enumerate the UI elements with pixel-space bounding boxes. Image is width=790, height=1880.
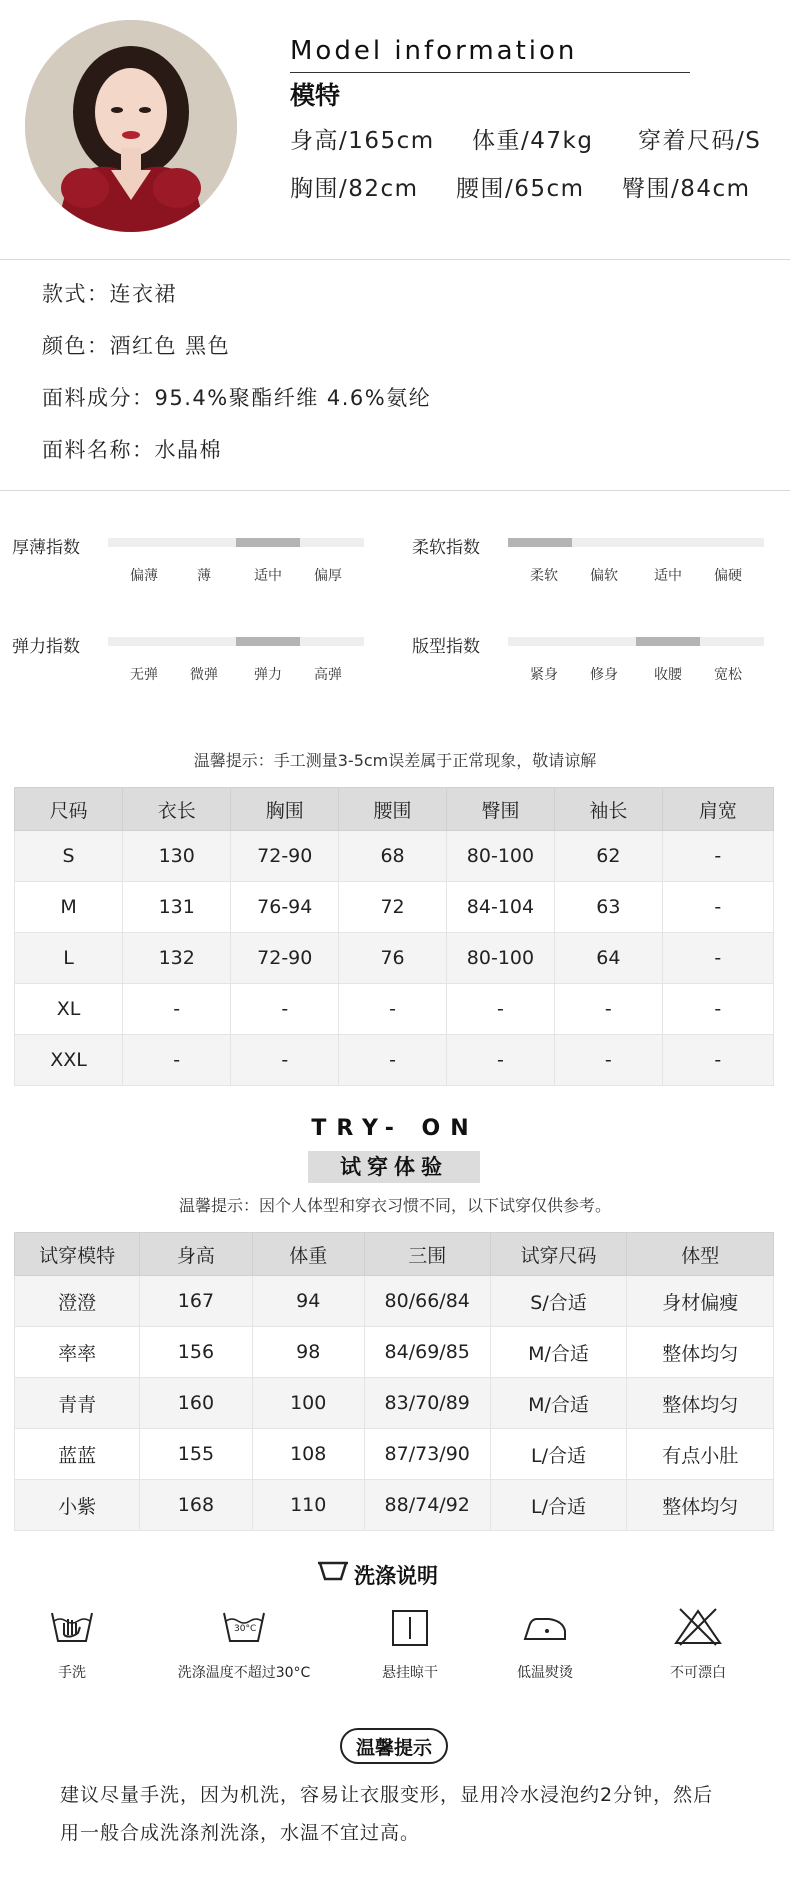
index-option: 偏软	[590, 568, 618, 584]
table-cell: 132	[123, 933, 231, 984]
table-cell: 168	[140, 1480, 252, 1531]
index-option: 偏厚	[314, 568, 342, 584]
index-bar	[508, 538, 764, 547]
table-cell: -	[662, 882, 773, 933]
table-cell: 蓝蓝	[15, 1429, 140, 1480]
hang-dry-icon	[380, 1605, 440, 1649]
table-cell: 整体均匀	[627, 1327, 774, 1378]
table-cell: M/合适	[490, 1327, 627, 1378]
table-cell: 澄澄	[15, 1276, 140, 1327]
table-cell: 青青	[15, 1378, 140, 1429]
size-table	[14, 787, 774, 1086]
table-cell: 131	[123, 882, 231, 933]
section-divider	[0, 490, 790, 491]
table-cell: 整体均匀	[627, 1480, 774, 1531]
index-bar-selected	[236, 637, 300, 646]
table-cell: 110	[252, 1480, 364, 1531]
table-cell: S	[15, 831, 123, 882]
wash-label-hand-wash: 手洗	[58, 1665, 86, 1681]
index-option: 偏薄	[130, 568, 158, 584]
tryon-title: TRY- ON	[311, 1116, 479, 1141]
table-cell: S/合适	[490, 1276, 627, 1327]
table-row	[15, 1378, 774, 1429]
index-option: 柔软	[530, 568, 558, 584]
index-option: 偏硬	[714, 568, 742, 584]
spec-composition: 面料成分：95.4%聚酯纤维 4.6%氨纶	[42, 386, 432, 410]
index-option: 适中	[654, 568, 682, 584]
low-iron-icon	[515, 1605, 575, 1649]
spec-color: 颜色：酒红色 黑色	[42, 334, 231, 358]
hand-wash-icon	[42, 1605, 102, 1649]
table-cell: 率率	[15, 1327, 140, 1378]
index-option: 收腰	[654, 667, 682, 683]
table-cell: 98	[252, 1327, 364, 1378]
table-cell: -	[339, 1035, 447, 1086]
index-bar	[508, 637, 764, 646]
table-cell: 87/73/90	[364, 1429, 490, 1480]
index-label: 厚薄指数	[12, 538, 80, 558]
table-cell: 84/69/85	[364, 1327, 490, 1378]
table-cell: 108	[252, 1429, 364, 1480]
table-cell: 83/70/89	[364, 1378, 490, 1429]
table-cell: XL	[15, 984, 123, 1035]
tryon-table	[14, 1232, 774, 1531]
table-cell: 94	[252, 1276, 364, 1327]
spec-style: 款式：连衣裙	[42, 282, 177, 306]
wash-label-hang-dry: 悬挂晾干	[382, 1665, 438, 1681]
washbasin-icon	[318, 1560, 348, 1586]
column-header: 臀围	[446, 788, 554, 831]
index-option: 微弹	[190, 667, 218, 683]
table-cell: 整体均匀	[627, 1378, 774, 1429]
table-cell: -	[555, 1035, 663, 1086]
index-option: 修身	[590, 667, 618, 683]
table-cell: 80/66/84	[364, 1276, 490, 1327]
wash-title: 洗涤说明	[354, 1564, 438, 1588]
index-label: 柔软指数	[412, 538, 480, 558]
tryon-subtitle: 试穿体验	[308, 1151, 480, 1183]
table-cell: 88/74/92	[364, 1480, 490, 1531]
index-option: 无弹	[130, 667, 158, 683]
table-cell: 84-104	[446, 882, 554, 933]
table-row	[15, 882, 774, 933]
table-cell: 100	[252, 1378, 364, 1429]
tip-line-2: 用一般合成洗涤剂洗涤，水温不宜过高。	[60, 1822, 421, 1844]
table-cell: 63	[555, 882, 663, 933]
column-header: 试穿模特	[15, 1233, 140, 1276]
column-header: 试穿尺码	[490, 1233, 627, 1276]
table-cell: L/合适	[490, 1429, 627, 1480]
table-cell: 156	[140, 1327, 252, 1378]
table-cell: M	[15, 882, 123, 933]
table-cell: 167	[140, 1276, 252, 1327]
table-cell: 155	[140, 1429, 252, 1480]
column-header: 身高	[140, 1233, 252, 1276]
table-row	[15, 1429, 774, 1480]
model-avatar	[25, 20, 237, 232]
table-cell: 160	[140, 1378, 252, 1429]
section-divider	[0, 259, 790, 260]
table-cell: -	[446, 984, 554, 1035]
index-bar	[108, 637, 364, 646]
table-row	[15, 831, 774, 882]
table-cell: 76	[339, 933, 447, 984]
wash-label-no-bleach: 不可漂白	[670, 1665, 726, 1681]
model-weight: 体重/47kg	[472, 128, 594, 154]
index-option: 适中	[254, 568, 282, 584]
table-row	[15, 1327, 774, 1378]
tryon-note: 温馨提示：因个人体型和穿衣习惯不同，以下试穿仅供参考。	[178, 1196, 611, 1215]
column-header: 体型	[627, 1233, 774, 1276]
spec-fabric-name: 面料名称：水晶棉	[42, 438, 222, 462]
wash-label-temperature: 洗涤温度不超过30°C	[177, 1665, 311, 1681]
wash-temp-text: 30°C	[234, 1624, 257, 1634]
column-header: 三围	[364, 1233, 490, 1276]
no-bleach-icon	[668, 1605, 728, 1649]
model-waist: 腰围/65cm	[456, 176, 585, 202]
table-cell: -	[662, 831, 773, 882]
wash-30c-icon	[214, 1605, 274, 1649]
table-cell: -	[123, 1035, 231, 1086]
table-cell: -	[123, 984, 231, 1035]
table-cell: 68	[339, 831, 447, 882]
table-cell: L/合适	[490, 1480, 627, 1531]
table-cell: 72-90	[231, 831, 339, 882]
column-header: 肩宽	[662, 788, 773, 831]
table-cell: XXL	[15, 1035, 123, 1086]
table-cell: L	[15, 933, 123, 984]
column-header: 尺码	[15, 788, 123, 831]
wash-label-low-iron: 低温熨烫	[517, 1665, 573, 1681]
table-cell: -	[231, 1035, 339, 1086]
table-row	[15, 984, 774, 1035]
column-header: 袖长	[555, 788, 663, 831]
table-cell: -	[662, 933, 773, 984]
table-cell: -	[555, 984, 663, 1035]
table-cell: 76-94	[231, 882, 339, 933]
index-option: 薄	[197, 568, 211, 584]
column-header: 衣长	[123, 788, 231, 831]
index-bar	[108, 538, 364, 547]
table-cell: 身材偏瘦	[627, 1276, 774, 1327]
index-bar-selected	[236, 538, 300, 547]
column-header: 胸围	[231, 788, 339, 831]
index-option: 宽松	[714, 667, 742, 683]
table-cell: 72	[339, 882, 447, 933]
title-divider	[290, 72, 690, 73]
table-cell: 72-90	[231, 933, 339, 984]
tip-title: 温馨提示	[340, 1728, 448, 1764]
table-cell: 130	[123, 831, 231, 882]
index-label: 弹力指数	[12, 637, 80, 657]
table-row	[15, 1480, 774, 1531]
table-cell: -	[339, 984, 447, 1035]
table-cell: 80-100	[446, 933, 554, 984]
model-hip: 臀围/84cm	[622, 176, 751, 202]
model-info-subtitle: 模特	[290, 81, 341, 110]
model-size: 穿着尺码/S	[638, 128, 762, 154]
index-bar-selected	[508, 538, 572, 547]
table-cell: 有点小肚	[627, 1429, 774, 1480]
table-cell: -	[446, 1035, 554, 1086]
table-cell: 62	[555, 831, 663, 882]
table-row	[15, 1035, 774, 1086]
table-cell: 小紫	[15, 1480, 140, 1531]
table-cell: -	[662, 1035, 773, 1086]
model-height: 身高/165cm	[290, 128, 435, 154]
size-note: 温馨提示：手工测量3-5cm误差属于正常现象，敬请谅解	[193, 751, 597, 770]
model-info-title: Model information	[290, 36, 578, 66]
table-row	[15, 933, 774, 984]
model-bust: 胸围/82cm	[290, 176, 419, 202]
column-header: 体重	[252, 1233, 364, 1276]
tip-line-1: 建议尽量手洗，因为机洗，容易让衣服变形，显用冷水浸泡约2分钟，然后	[60, 1784, 714, 1806]
table-cell: 64	[555, 933, 663, 984]
index-bar-selected	[636, 637, 700, 646]
index-label: 版型指数	[412, 637, 480, 657]
index-option: 弹力	[254, 667, 282, 683]
table-row	[15, 1276, 774, 1327]
index-option: 紧身	[530, 667, 558, 683]
table-cell: -	[662, 984, 773, 1035]
index-option: 高弹	[314, 667, 342, 683]
table-cell: -	[231, 984, 339, 1035]
table-cell: M/合适	[490, 1378, 627, 1429]
column-header: 腰围	[339, 788, 447, 831]
table-cell: 80-100	[446, 831, 554, 882]
